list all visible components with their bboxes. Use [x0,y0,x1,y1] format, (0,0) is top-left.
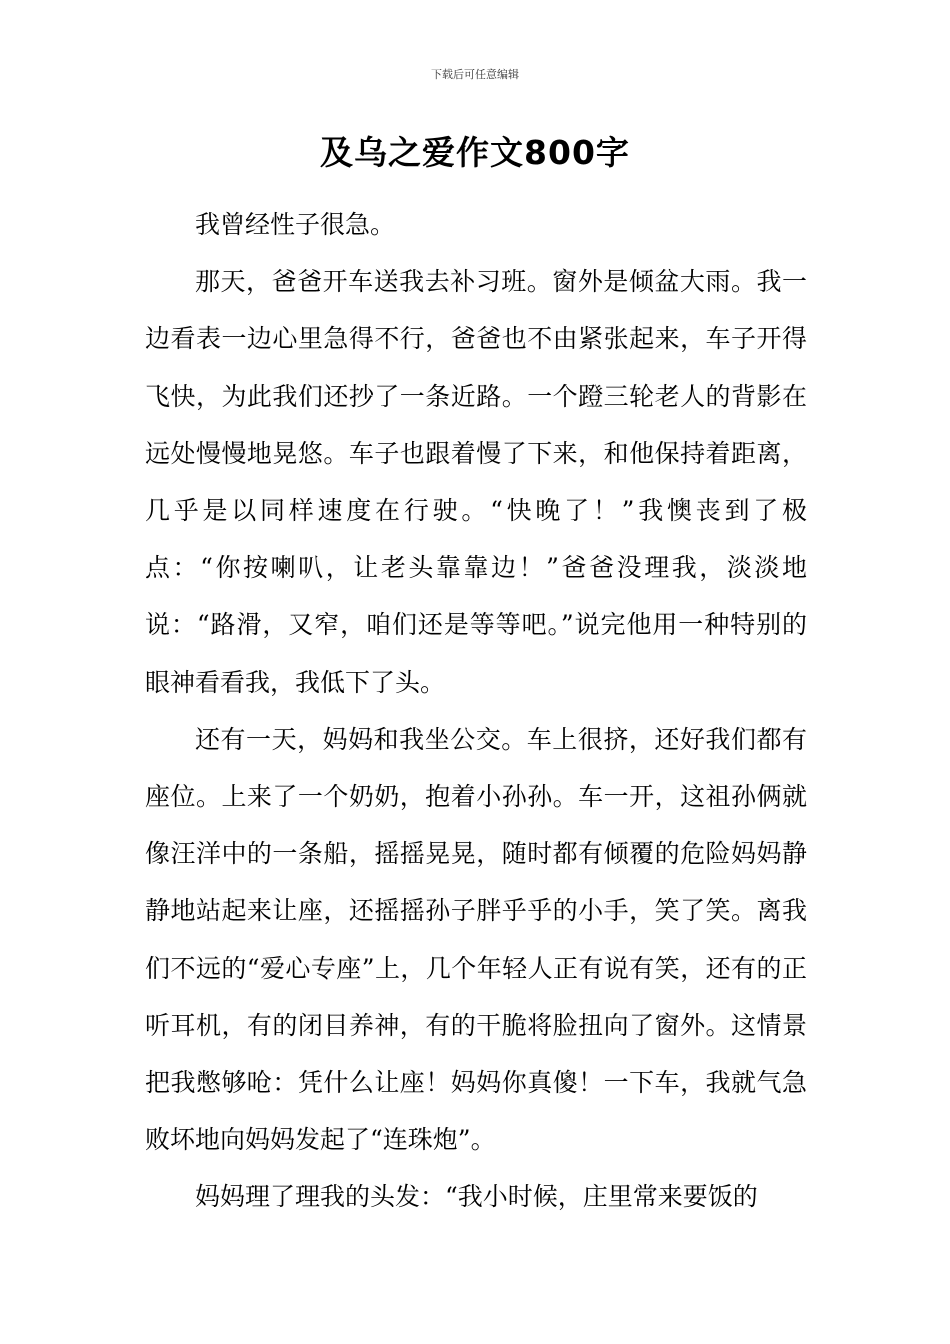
document-body [145,196,807,1226]
document-title: 及乌之爱作文800字 [320,133,630,172]
paragraph-2: 那天，爸爸开车送我去补习班。窗外是倾盆大雨。我一边看表一边心里急得不行，爸爸也不由紧张起来，车子开得飞快，为此我们还抄了一条近路。一个蹬三轮老人的背影在远处慢慢地晃悠。车子也跟着慢了下来，和他保持着距离，几乎是以同样速度在行驶。“快晚了！”我懊丧到了极点：“你按喇叭，让老头靠靠边！”爸爸没理我，淡淡地说：“路滑，又窄，咱们还是等等吧。”说完他用一种特别的眼神看看我，我低下了头。 [145,267,807,697]
header-note: 下载后可任意编辑 [431,68,519,81]
paragraph-4: 妈妈理了理我的头发：“我小时候，庄里常来要饭的 [195,1182,758,1212]
paragraph-3: 还有一天，妈妈和我坐公交。车上很挤，还好我们都有座位。上来了一个奶奶，抱着小孙孙。车一开，这祖孙俩就像汪洋中的一条船，摇摇晃晃，随时都有倾覆的危险妈妈静静地站起来让座，还摇摇孙子胖乎乎的小手，笑了笑。离我们不远的“爱心专座”上，几个年轻人正有说有笑，还有的正听耳机，有的闭目养神，有的干脆将脸扭向了窗外。这情景把我憋够呛：凭什么让座！妈妈你真傻！一下车，我就气急败坏地向妈妈发起了“连珠炮”。 [145,724,807,1155]
paragraph-1: 我曾经性子很急。 [195,210,396,239]
